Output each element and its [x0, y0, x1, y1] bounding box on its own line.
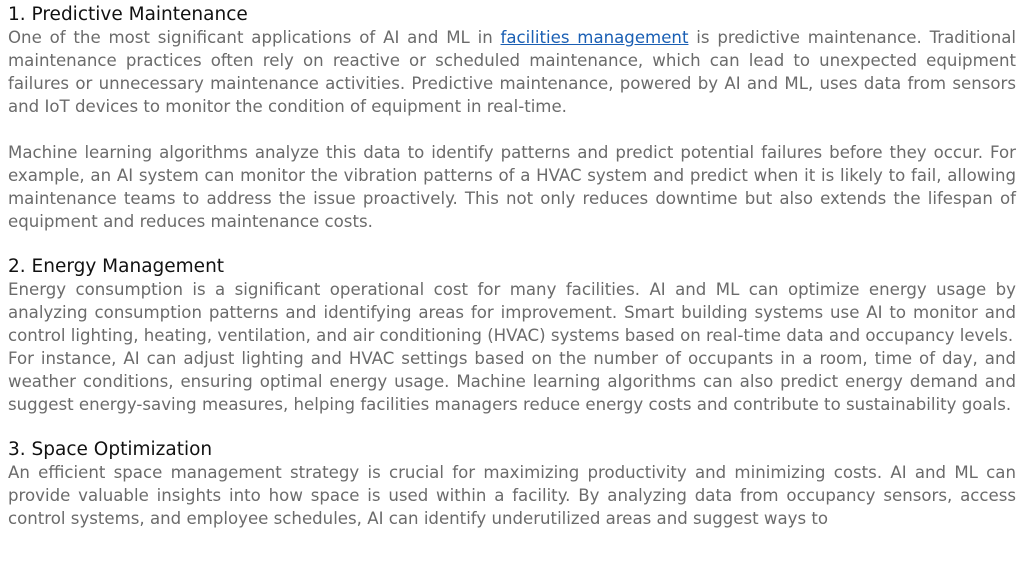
paragraph-spacer: [8, 416, 1016, 439]
section-1-paragraph-1: [8, 26, 1016, 118]
section-heading-space-optimization: 3. Space Optimization: [8, 439, 213, 460]
section-2-paragraph-2: For instance, AI can adjust lighting and HVAC settings based on the number of occupants in a room, time of day, and weather conditions, ensuring optimal energy usage. Machine learning algorithms can also predict energy demand and suggest energy-saving measures, helping facilities managers reduce energy costs and contribute to sustainability goals.: [8, 349, 1016, 414]
section-1-paragraph-2: Machine learning algorithms analyze this data to identify patterns and predict potential failures before they occur. For example, an AI system can monitor the vibration patterns of a HVAC system and predict when it is likely to fail, allowing maintenance teams to address the issue proactively. This not only reduces downtime but also extends the lifespan of equipment and reduces maintenance costs.: [8, 143, 1016, 231]
section-heading-predictive-maintenance: 1. Predictive Maintenance: [8, 4, 248, 25]
section-heading-energy-management: 2. Energy Management: [8, 256, 225, 277]
paragraph-spacer: [8, 233, 1016, 256]
paragraph-spacer: [8, 118, 1016, 141]
section-3-paragraph-1: An efficient space management strategy is crucial for maximizing productivity and minimizing costs. AI and ML can provide valuable insights into how space is used within a facility. By analyzing data from occupancy sensors, access control systems, and employee schedules, AI can identify underutilized areas and suggest ways to: [8, 463, 1016, 528]
section-2-paragraph-1: Energy consumption is a significant operational cost for many facilities. AI and ML can optimize energy usage by analyzing consumption patterns and identifying areas for improvement. Smart building systems use AI to monitor and control lighting, heating, ventilation, and air conditioning (HVAC) systems based on real-time data and occupancy levels.: [8, 280, 1016, 345]
article-body: [8, 4, 1016, 530]
facilities-management-link[interactable]: facilities management: [500, 28, 689, 47]
paragraph-text: is predictive maintenance. Traditional maintenance practices often rely on reactive or scheduled maintenance, which can lead to unexpected equipment failures or unnecessary maintenance activities. Predictive maintenance, powered by AI and ML, uses data from sensors and IoT devices to monitor the condition of equipment in real-time.: [8, 28, 1016, 116]
paragraph-text: One of the most significant applications of AI and ML in: [8, 28, 501, 47]
